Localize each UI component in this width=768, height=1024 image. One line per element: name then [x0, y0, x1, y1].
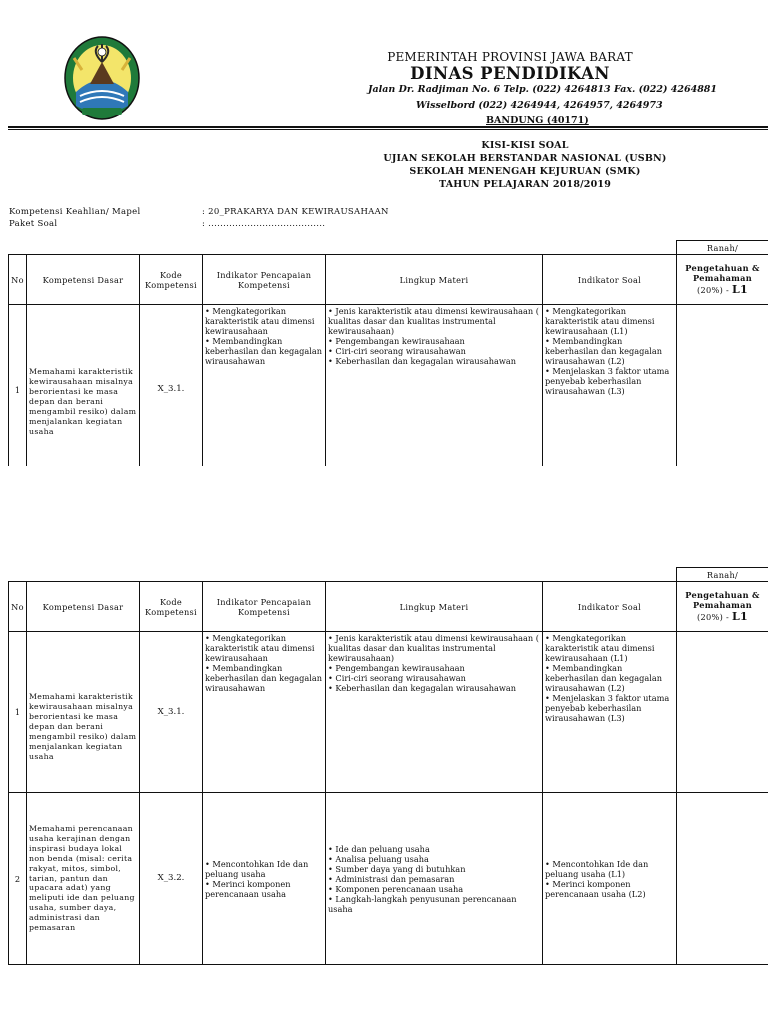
col-pengetahuan	[677, 582, 768, 632]
row-lingkup	[326, 632, 543, 793]
col-no: No	[9, 255, 27, 305]
bullet: • Merinci komponen perencanaan usaha (L2)	[545, 878, 646, 899]
bullet: • Membandingkan keberhasilan dan kegagalan wirausahawan (L2)	[545, 336, 662, 366]
city-postcode: BANDUNG (40171)	[486, 115, 589, 126]
row-indikator-pencapaian	[203, 793, 326, 965]
row-no: 1	[9, 632, 27, 793]
pengetahuan-pct: (20%) -	[697, 611, 732, 622]
row-pengetahuan	[677, 305, 768, 467]
bullet: • Membandingkan keberhasilan dan kegagalan wirausahawan (L2)	[545, 663, 662, 693]
col-no: No	[9, 582, 27, 632]
row-kode: X_3.1.	[140, 632, 203, 793]
bullet: • Keberhasilan dan kegagalan wirausahawan	[328, 683, 517, 693]
table-1-clip	[0, 240, 768, 466]
row-kode: X_3.1.	[140, 305, 203, 467]
doc-title: KISI-KISI SOAL	[481, 140, 569, 151]
bullet: • Jenis karakteristik atau dimensi kewirausahaan ( kualitas dasar dan kualitas instrumental kewirausahaan)	[328, 306, 539, 336]
row-pengetahuan	[677, 632, 768, 793]
bullet: • Ciri-ciri seorang wirausahawan	[328, 346, 466, 356]
province-logo	[62, 34, 142, 122]
pengetahuan-label: Pengetahuan & Pemahaman	[685, 262, 760, 283]
bullet: • Mengkategorikan karakteristik atau dimensi kewirausahaan (L1)	[545, 306, 655, 336]
pengetahuan-label: Pengetahuan & Pemahaman	[685, 589, 760, 610]
col-lingkup: Lingkup Materi	[326, 255, 543, 305]
bullet: • Ciri-ciri seorang wirausahawan	[328, 673, 466, 683]
kompetensi-label: Kompetensi Keahlian/ Mapel	[9, 207, 141, 217]
doc-subtitle-year: TAHUN PELAJARAN 2018/2019	[438, 179, 612, 190]
bullet: • Membandingkan keberhasilan dan kegagalan wirausahawan	[205, 336, 322, 366]
bullet: • Merinci komponen perencanaan usaha	[205, 878, 291, 899]
row-indikator-soal	[543, 793, 677, 965]
address-line-2: Wisselbord (022) 4264944, 4264957, 4264973	[416, 100, 663, 111]
col-kode: Kode Kompetensi	[140, 255, 203, 305]
bullet: • Jenis karakteristik atau dimensi kewirausahaan ( kualitas dasar dan kualitas instrumental kewirausahaan)	[328, 633, 539, 663]
bullet: • Pengembangan kewirausahaan	[328, 663, 465, 673]
bullet: • Mengkategorikan karakteristik atau dimensi kewirausahaan (L1)	[545, 633, 655, 663]
row-indikator-pencapaian	[203, 305, 326, 467]
row-lingkup	[326, 793, 543, 965]
bullet: • Sumber daya yang di butuhkan	[328, 863, 466, 874]
row-kompetensi-dasar: Memahami karakteristik kewirausahaan misalnya berorientasi ke masa depan dan berani mengambil resiko) dalam menjalankan kegiatan usaha	[27, 305, 140, 467]
bullet: • Mengkategorikan karakteristik atau dimensi kewirausahaan	[205, 633, 315, 663]
bullet: • Mencontohkan Ide dan peluang usaha (L1)	[545, 858, 649, 879]
bullet: • Komponen perencanaan usaha	[328, 883, 464, 894]
col-kompetensi-dasar: Kompetensi Dasar	[27, 255, 140, 305]
kisi-table-page1	[8, 240, 768, 466]
row-kompetensi-dasar: Memahami karakteristik kewirausahaan misalnya berorientasi ke masa depan dan berani mengambil resiko) dalam menjalankan kegiatan usaha	[27, 632, 140, 793]
col-pengetahuan	[677, 255, 768, 305]
row-kode: X_3.2.	[140, 793, 203, 965]
table-row	[9, 305, 768, 467]
ranah-header: Ranah/	[677, 568, 768, 582]
address-line-1: Jalan Dr. Radjiman No. 6 Telp. (022) 4264813 Fax. (022) 4264881	[368, 84, 718, 95]
agency-name: DINAS PENDIDIKAN	[410, 64, 610, 83]
row-indikator-soal	[543, 632, 677, 793]
letterhead-rule	[8, 126, 768, 128]
bullet: • Administrasi dan pemasaran	[328, 873, 455, 884]
bullet: • Menjelaskan 3 faktor utama penyebab keberhasilan wirausahawan (L3)	[545, 693, 670, 723]
level-l1: L1	[731, 609, 748, 623]
col-indikator-soal: Indikator Soal	[543, 255, 677, 305]
kompetensi-value: : 20_PRAKARYA DAN KEWIRAUSAHAAN	[202, 207, 389, 217]
ranah-header: Ranah/	[677, 241, 768, 255]
col-indikator-soal: Indikator Soal	[543, 582, 677, 632]
row-kompetensi-dasar: Memahami perencanaan usaha kerajinan dengan inspirasi budaya lokal non benda (misal: cerita rakyat, mitos, simbol, tarian, pantun dan upacara adat) yang meliputi ide dan peluang usaha, sumber daya, administrasi dan pemasaran	[27, 793, 140, 965]
bullet: • Mengkategorikan karakteristik atau dimensi kewirausahaan	[205, 306, 315, 336]
col-lingkup: Lingkup Materi	[326, 582, 543, 632]
doc-subtitle-exam: UJIAN SEKOLAH BERSTANDAR NASIONAL (USBN)	[383, 153, 667, 164]
level-l1: L1	[731, 282, 748, 296]
blank-cell	[9, 568, 677, 582]
bullet: • Membandingkan keberhasilan dan kegagalan wirausahawan	[205, 663, 322, 693]
kisi-table-page2	[8, 567, 768, 965]
letterhead-rule-thin	[8, 129, 768, 130]
table-row	[9, 632, 768, 793]
col-kompetensi-dasar: Kompetensi Dasar	[27, 582, 140, 632]
paket-label: Paket Soal	[9, 219, 58, 229]
bullet: • Mencontohkan Ide dan peluang usaha	[205, 858, 309, 879]
bullet: • Ide dan peluang usaha	[328, 843, 430, 854]
col-indikator-pencapaian: Indikator Pencapaian Kompetensi	[203, 255, 326, 305]
table-row	[9, 793, 768, 965]
bullet: • Menjelaskan 3 faktor utama penyebab keberhasilan wirausahawan (L3)	[545, 366, 670, 396]
row-no: 1	[9, 305, 27, 467]
row-indikator-pencapaian	[203, 632, 326, 793]
bullet: • Keberhasilan dan kegagalan wirausahawan	[328, 356, 517, 366]
paket-value: : .......................................	[202, 219, 326, 229]
blank-cell	[9, 241, 677, 255]
col-kode: Kode Kompetensi	[140, 582, 203, 632]
row-lingkup	[326, 305, 543, 467]
row-indikator-soal	[543, 305, 677, 467]
government-name: PEMERINTAH PROVINSI JAWA BARAT	[387, 50, 633, 64]
pengetahuan-pct: (20%) -	[697, 284, 732, 295]
col-indikator-pencapaian: Indikator Pencapaian Kompetensi	[203, 582, 326, 632]
bullet: • Analisa peluang usaha	[328, 853, 429, 864]
row-pengetahuan	[677, 793, 768, 965]
row-no: 2	[9, 793, 27, 965]
bullet: • Pengembangan kewirausahaan	[328, 336, 465, 346]
doc-subtitle-school: SEKOLAH MENENGAH KEJURUAN (SMK)	[409, 166, 641, 177]
bullet: • Langkah-langkah penyusunan perencanaan usaha	[328, 893, 517, 914]
